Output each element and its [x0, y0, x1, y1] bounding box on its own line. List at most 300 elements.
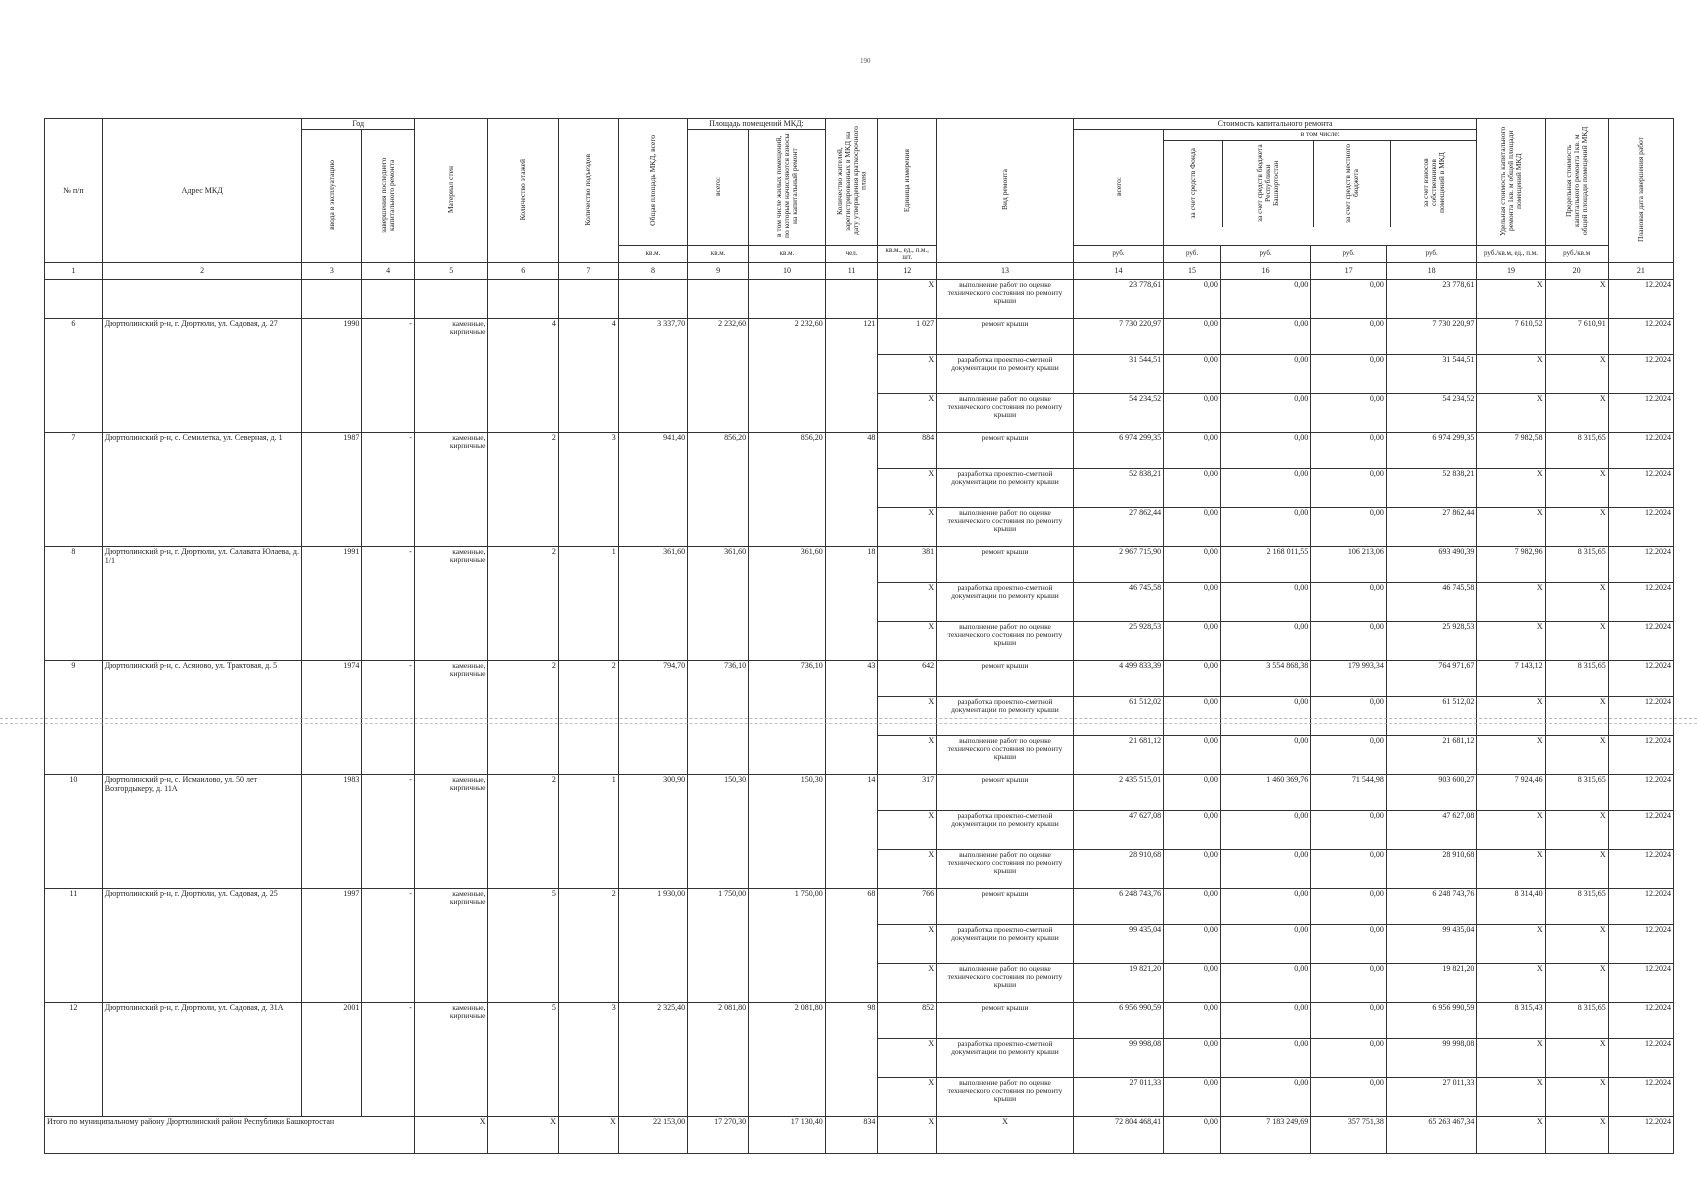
cell-repair-type: ремонт крыши — [937, 775, 1074, 811]
capital-repair-table — [44, 118, 1674, 1154]
column-number: 13 — [937, 263, 1074, 280]
cell-last-repair: - — [362, 889, 415, 1003]
cell-repair-type: ремонт крыши — [937, 661, 1074, 697]
cell-date: 12.2024 — [1608, 469, 1673, 508]
unit-cell-owners: руб. — [1386, 245, 1476, 263]
cell-area-all: 361,60 — [688, 547, 749, 661]
cell-total: 99 435,04 — [1073, 925, 1163, 964]
cell-repair-type: выполнение работ по оценке технического состояния по ремонту крыши — [937, 736, 1074, 775]
cell-rep: 0,00 — [1220, 1078, 1310, 1117]
cell-num: 8 — [45, 547, 103, 661]
cell-fund: 0,00 — [1164, 547, 1221, 583]
cell-local: 0,00 — [1311, 280, 1387, 319]
cell-area-all: 2 081,80 — [688, 1003, 749, 1117]
cell-fund: 0,00 — [1164, 964, 1221, 1003]
cell-unit: X — [878, 925, 937, 964]
cell-local: 0,00 — [1311, 508, 1387, 547]
cell-unit-cost: X — [1477, 850, 1545, 889]
cell-total-unit: X — [878, 1117, 937, 1154]
cell-date: 12.2024 — [1608, 508, 1673, 547]
cell-max-cost: 8 315,65 — [1545, 775, 1608, 811]
cell-rep: 3 554 868,38 — [1220, 661, 1310, 697]
column-number: 21 — [1608, 263, 1673, 280]
cell-max-cost: 8 315,65 — [1545, 661, 1608, 697]
cell-date: 12.2024 — [1608, 394, 1673, 433]
cell-max-cost: 8 315,65 — [1545, 1003, 1608, 1039]
cell-fund: 0,00 — [1164, 583, 1221, 622]
cell-fund: 0,00 — [1164, 925, 1221, 964]
cell-max-cost: X — [1545, 850, 1608, 889]
cell-address: Дюртюлинский р-н, г. Дюртюли, ул. Салавата Юлаева, д. 1/1 — [102, 547, 302, 661]
empty-cell — [558, 280, 618, 319]
cell-owners: 764 971,67 — [1386, 661, 1476, 697]
unit-cell-unit: кв.м., ед., п.м., шт. — [878, 245, 937, 263]
cell-local: 0,00 — [1311, 355, 1387, 394]
column-number: 9 — [688, 263, 749, 280]
cell-fund: 0,00 — [1164, 394, 1221, 433]
cell-owners: 7 730 220,97 — [1386, 319, 1476, 355]
column-number: 11 — [825, 263, 878, 280]
cell-year: 1991 — [302, 547, 362, 661]
table-row-carry — [45, 280, 1674, 319]
cell-repair-type: выполнение работ по оценке технического состояния по ремонту крыши — [937, 394, 1074, 433]
header-cost-breakdown: в том числе: за счет средств Фонда за счет средств бюджета Республики Башкортостан за счет средств местного бюджета за счет взносов собственников помещений в МКД — [1164, 130, 1477, 245]
cell-local: 0,00 — [1311, 622, 1387, 661]
cell-owners: 46 745,58 — [1386, 583, 1476, 622]
cell-area-all: 150,30 — [688, 775, 749, 889]
cell-owners: 61 512,02 — [1386, 697, 1476, 736]
empty-cell — [45, 280, 103, 319]
table-row — [45, 433, 1674, 469]
cell-total-owners: 65 263 467,34 — [1386, 1117, 1476, 1154]
cell-local: 0,00 — [1311, 394, 1387, 433]
cell-material: каменные, кирпичные — [414, 547, 488, 661]
cell-local: 0,00 — [1311, 850, 1387, 889]
cell-unit-cost: 7 143,12 — [1477, 661, 1545, 697]
cell-year: 1997 — [302, 889, 362, 1003]
cell-year: 1990 — [302, 319, 362, 433]
table-row — [45, 547, 1674, 583]
cell-fund: 0,00 — [1164, 811, 1221, 850]
cell-entrances: 2 — [558, 889, 618, 1003]
cell-rep: 2 168 011,55 — [1220, 547, 1310, 583]
cell-owners: 6 248 743,76 — [1386, 889, 1476, 925]
empty-cell — [688, 280, 749, 319]
cell-floors: 5 — [488, 1003, 558, 1117]
cell-repair-type: выполнение работ по оценке технического состояния по ремонту крыши — [937, 280, 1074, 319]
cell-total: 21 681,12 — [1073, 736, 1163, 775]
cell-floors: 2 — [488, 433, 558, 547]
cell-unit-cost: 7 924,46 — [1477, 775, 1545, 811]
column-number: 10 — [749, 263, 826, 280]
cell-owners: 27 862,44 — [1386, 508, 1476, 547]
cell-area-residential: 736,10 — [749, 661, 826, 775]
cell-repair-type: разработка проектно-сметной документации по ремонту крыши — [937, 583, 1074, 622]
cell-floors: 2 — [488, 661, 558, 775]
cell-unit-cost: X — [1477, 736, 1545, 775]
cell-rep: 1 460 369,76 — [1220, 775, 1310, 811]
cell-year: 1974 — [302, 661, 362, 775]
empty-cell — [414, 280, 488, 319]
cell-unit: X — [878, 964, 937, 1003]
cell-date: 12.2024 — [1608, 661, 1673, 697]
cell-unit-cost: X — [1477, 925, 1545, 964]
cell-max-cost: X — [1545, 355, 1608, 394]
cell-total: 6 956 990,59 — [1073, 1003, 1163, 1039]
cell-floors: 5 — [488, 889, 558, 1003]
cell-repair-type: ремонт крыши — [937, 319, 1074, 355]
cell-floors: 2 — [488, 775, 558, 889]
cell-area-residential: 150,30 — [749, 775, 826, 889]
cell-unit: X — [878, 583, 937, 622]
cell-repair-type: выполнение работ по оценке технического состояния по ремонту крыши — [937, 850, 1074, 889]
cell-date: 12.2024 — [1608, 355, 1673, 394]
cell-repair-type: разработка проектно-сметной документации по ремонту крыши — [937, 469, 1074, 508]
cell-fund: 0,00 — [1164, 775, 1221, 811]
cell-owners: 6 974 299,35 — [1386, 433, 1476, 469]
cell-num: 11 — [45, 889, 103, 1003]
unit-cell-local: руб. — [1311, 245, 1387, 263]
cell-fund: 0,00 — [1164, 622, 1221, 661]
cell-unit-cost: 8 314,40 — [1477, 889, 1545, 925]
cell-total: 2 435 515,01 — [1073, 775, 1163, 811]
cell-total: 61 512,02 — [1073, 697, 1163, 736]
cell-unit: X — [878, 1078, 937, 1117]
cell-repair-type: выполнение работ по оценке технического состояния по ремонту крыши — [937, 508, 1074, 547]
column-number: 17 — [1311, 263, 1387, 280]
cell-fund: 0,00 — [1164, 355, 1221, 394]
header-unit-cost: Удельная стоимость капитального ремонта 1кв. м общей площади помещений МКД — [1477, 119, 1545, 246]
cell-owners: 47 627,08 — [1386, 811, 1476, 850]
header-area-group: Площадь помещений МКД: — [688, 119, 826, 130]
cell-address: Дюртюлинский р-н, с. Асяново, ул. Трактовая, д. 5 — [102, 661, 302, 775]
cell-total: 27 862,44 — [1073, 508, 1163, 547]
cell-owners: 19 821,20 — [1386, 964, 1476, 1003]
cell-rep: 0,00 — [1220, 811, 1310, 850]
table-row — [45, 889, 1674, 925]
cell-max-cost: X — [1545, 811, 1608, 850]
cell-repair-type: ремонт крыши — [937, 433, 1074, 469]
cell-repair-type: выполнение работ по оценке технического состояния по ремонту крыши — [937, 1078, 1074, 1117]
cell-total-residents: 834 — [825, 1117, 878, 1154]
cell-date: 12.2024 — [1608, 964, 1673, 1003]
unit-cell-max-cost: руб./кв.м — [1545, 245, 1608, 263]
header-address: Адрес МКД — [102, 119, 302, 263]
cell-date: 12.2024 — [1608, 1003, 1673, 1039]
cell-total-label: Итого по муниципальному району Дюртюлинский район Республики Башкортостан — [45, 1117, 415, 1154]
column-number: 5 — [414, 263, 488, 280]
header-area-residential: в том числе жилых помещений, по которым начисляются взносы на капитальный ремонт — [749, 130, 826, 245]
cell-rep: 0,00 — [1220, 925, 1310, 964]
cell-num: 9 — [45, 661, 103, 775]
cell-repair-type: ремонт крыши — [937, 1003, 1074, 1039]
cell-area-residential: 2 232,60 — [749, 319, 826, 433]
cell-unit: X — [878, 622, 937, 661]
cell-rep: 0,00 — [1220, 736, 1310, 775]
cell-unit: X — [878, 697, 937, 736]
cell-unit-cost: X — [1477, 697, 1545, 736]
cell-max-cost: X — [1545, 1078, 1608, 1117]
cell-repair-type: разработка проектно-сметной документации по ремонту крыши — [937, 697, 1074, 736]
cell-max-cost: X — [1545, 925, 1608, 964]
table-row — [45, 661, 1674, 697]
cell-repair-type: выполнение работ по оценке технического состояния по ремонту крыши — [937, 622, 1074, 661]
cell-owners: 28 910,68 — [1386, 850, 1476, 889]
cell-unit-cost: X — [1477, 508, 1545, 547]
column-number: 6 — [488, 263, 558, 280]
cell-total-area: 2 325,40 — [618, 1003, 687, 1117]
cell-entrances: 4 — [558, 319, 618, 433]
cell-date: 12.2024 — [1608, 433, 1673, 469]
cell-address: Дюртюлинский р-н, с. Семилетка, ул. Северная, д. 1 — [102, 433, 302, 547]
cell-total-area: 1 930,00 — [618, 889, 687, 1003]
cell-area-residential: 2 081,80 — [749, 1003, 826, 1117]
cell-unit-cost: X — [1477, 394, 1545, 433]
cell-date: 12.2024 — [1608, 697, 1673, 736]
cell-fund: 0,00 — [1164, 1039, 1221, 1078]
cell-rep: 0,00 — [1220, 508, 1310, 547]
table-row — [45, 319, 1674, 355]
cell-rep: 0,00 — [1220, 355, 1310, 394]
cell-max-cost: X — [1545, 964, 1608, 1003]
unit-cell-residents: чел. — [825, 245, 878, 263]
cell-unit-cost: X — [1477, 964, 1545, 1003]
cell-total-unit-cost: X — [1477, 1117, 1545, 1154]
cell-year: 2001 — [302, 1003, 362, 1117]
cell-local: 0,00 — [1311, 1039, 1387, 1078]
cell-total: 46 745,58 — [1073, 583, 1163, 622]
header-num: № п/п — [45, 119, 103, 263]
cell-area-all: 856,20 — [688, 433, 749, 547]
empty-cell — [362, 280, 415, 319]
cell-total-area: 300,90 — [618, 775, 687, 889]
cell-max-cost: 8 315,65 — [1545, 547, 1608, 583]
cell-unit: X — [878, 1039, 937, 1078]
cell-floors: 4 — [488, 319, 558, 433]
column-number: 16 — [1220, 263, 1310, 280]
cell-total-entrances: X — [558, 1117, 618, 1154]
cell-rep: 0,00 — [1220, 583, 1310, 622]
header-floors: Количество этажей — [488, 119, 558, 263]
cell-local: 0,00 — [1311, 736, 1387, 775]
cell-repair-type: выполнение работ по оценке технического состояния по ремонту крыши — [937, 964, 1074, 1003]
cell-date: 12.2024 — [1608, 280, 1673, 319]
cell-residents: 14 — [825, 775, 878, 889]
column-number: 14 — [1073, 263, 1163, 280]
cell-local: 106 213,06 — [1311, 547, 1387, 583]
column-number: 15 — [1164, 263, 1221, 280]
cell-total-area: 3 337,70 — [618, 319, 687, 433]
header-year-last-repair: завершения последнего капитального ремонта — [362, 130, 415, 263]
cell-num: 6 — [45, 319, 103, 433]
cell-owners: 52 838,21 — [1386, 469, 1476, 508]
cell-local: 0,00 — [1311, 319, 1387, 355]
cell-total-local: 357 751,38 — [1311, 1117, 1387, 1154]
cell-unit-cost: X — [1477, 280, 1545, 319]
cell-date: 12.2024 — [1608, 736, 1673, 775]
cell-rep: 0,00 — [1220, 1039, 1310, 1078]
header-cost-republic: за счет средств бюджета Республики Башкортостан — [1223, 141, 1314, 227]
unit-cell-total: руб. — [1073, 245, 1163, 263]
column-number: 2 — [102, 263, 302, 280]
cell-area-residential: 856,20 — [749, 433, 826, 547]
cell-total-max-cost: X — [1545, 1117, 1608, 1154]
cell-fund: 0,00 — [1164, 1003, 1221, 1039]
cell-residents: 68 — [825, 889, 878, 1003]
cell-unit: 884 — [878, 433, 937, 469]
header-repair-type: Вид ремонта — [937, 119, 1074, 263]
cell-max-cost: X — [1545, 583, 1608, 622]
cell-date: 12.2024 — [1608, 547, 1673, 583]
cell-total-total: 72 804 468,41 — [1073, 1117, 1163, 1154]
header-cost-fund: за счет средств Фонда — [1164, 141, 1223, 227]
cell-area-residential: 1 750,00 — [749, 889, 826, 1003]
cell-total: 2 967 715,90 — [1073, 547, 1163, 583]
header-cost-local: за счет средств местного бюджета — [1314, 141, 1391, 227]
cell-total: 25 928,53 — [1073, 622, 1163, 661]
cell-total: 23 778,61 — [1073, 280, 1163, 319]
cell-unit-cost: X — [1477, 1039, 1545, 1078]
cell-date: 12.2024 — [1608, 925, 1673, 964]
cell-rep: 0,00 — [1220, 850, 1310, 889]
cell-owners: 54 234,52 — [1386, 394, 1476, 433]
cell-date: 12.2024 — [1608, 1078, 1673, 1117]
cell-unit-cost: 7 982,58 — [1477, 433, 1545, 469]
column-number: 12 — [878, 263, 937, 280]
cell-total: 52 838,21 — [1073, 469, 1163, 508]
cell-unit: X — [878, 355, 937, 394]
empty-cell — [749, 280, 826, 319]
cell-unit: 1 027 — [878, 319, 937, 355]
cell-total-work: X — [937, 1117, 1074, 1154]
cell-local: 0,00 — [1311, 469, 1387, 508]
cell-date: 12.2024 — [1608, 319, 1673, 355]
cell-last-repair: - — [362, 775, 415, 889]
cell-rep: 0,00 — [1220, 889, 1310, 925]
cell-unit: 317 — [878, 775, 937, 811]
cell-max-cost: X — [1545, 697, 1608, 736]
cell-unit-cost: X — [1477, 583, 1545, 622]
cell-total: 19 821,20 — [1073, 964, 1163, 1003]
cell-owners: 27 011,33 — [1386, 1078, 1476, 1117]
column-number: 19 — [1477, 263, 1545, 280]
column-number: 20 — [1545, 263, 1608, 280]
cell-unit: X — [878, 850, 937, 889]
header-year-group: Год — [302, 119, 414, 130]
cell-rep: 0,00 — [1220, 280, 1310, 319]
cell-year: 1987 — [302, 433, 362, 547]
cell-local: 0,00 — [1311, 697, 1387, 736]
cell-unit: X — [878, 736, 937, 775]
cell-total-rep: 7 183 249,69 — [1220, 1117, 1310, 1154]
header-year-commissioning: ввода в эксплуатацию — [302, 130, 362, 263]
cell-rep: 0,00 — [1220, 319, 1310, 355]
cell-num: 12 — [45, 1003, 103, 1117]
column-number: 18 — [1386, 263, 1476, 280]
cell-total: 31 544,51 — [1073, 355, 1163, 394]
cell-fund: 0,00 — [1164, 319, 1221, 355]
column-number: 7 — [558, 263, 618, 280]
header-max-cost: Предельная стоимость капитального ремонта 1кв. м общей площади помещений МКД — [1545, 119, 1608, 246]
cell-material: каменные, кирпичные — [414, 433, 488, 547]
cell-residents: 98 — [825, 1003, 878, 1117]
empty-cell — [618, 280, 687, 319]
cell-last-repair: - — [362, 433, 415, 547]
cell-max-cost: X — [1545, 469, 1608, 508]
cell-owners: 6 956 990,59 — [1386, 1003, 1476, 1039]
cell-material: каменные, кирпичные — [414, 319, 488, 433]
cell-max-cost: X — [1545, 1039, 1608, 1078]
cell-num: 10 — [45, 775, 103, 889]
cell-repair-type: ремонт крыши — [937, 547, 1074, 583]
cell-fund: 0,00 — [1164, 736, 1221, 775]
cell-local: 71 544,98 — [1311, 775, 1387, 811]
cell-material: каменные, кирпичные — [414, 889, 488, 1003]
cell-total-area-all: 17 270,30 — [688, 1117, 749, 1154]
cell-total-area: 941,40 — [618, 433, 687, 547]
cell-date: 12.2024 — [1608, 889, 1673, 925]
cell-unit: 766 — [878, 889, 937, 925]
cell-total: 27 011,33 — [1073, 1078, 1163, 1117]
cell-repair-type: разработка проектно-сметной документации по ремонту крыши — [937, 1039, 1074, 1078]
cell-area-all: 736,10 — [688, 661, 749, 775]
cell-address: Дюртюлинский р-н, г. Дюртюли, ул. Садовая, д. 31А — [102, 1003, 302, 1117]
cell-entrances: 1 — [558, 775, 618, 889]
cell-year: 1983 — [302, 775, 362, 889]
cell-rep: 0,00 — [1220, 1003, 1310, 1039]
cell-last-repair: - — [362, 319, 415, 433]
cell-total: 6 974 299,35 — [1073, 433, 1163, 469]
empty-cell — [488, 280, 558, 319]
cell-entrances: 2 — [558, 661, 618, 775]
cell-local: 0,00 — [1311, 925, 1387, 964]
cell-max-cost: X — [1545, 508, 1608, 547]
cell-entrances: 3 — [558, 1003, 618, 1117]
cell-unit-cost: X — [1477, 622, 1545, 661]
empty-cell — [302, 280, 362, 319]
header-wall-material: Материал стен — [414, 119, 488, 263]
cell-area-all: 2 232,60 — [688, 319, 749, 433]
cell-unit-cost: 7 610,52 — [1477, 319, 1545, 355]
cell-max-cost: 8 315,65 — [1545, 889, 1608, 925]
cell-fund: 0,00 — [1164, 433, 1221, 469]
header-cost-group: Стоимость капитального ремонта — [1073, 119, 1477, 130]
header-cost-total: всего: — [1073, 130, 1163, 245]
cell-local: 0,00 — [1311, 583, 1387, 622]
cell-max-cost: X — [1545, 736, 1608, 775]
cell-unit-cost: X — [1477, 811, 1545, 850]
column-number: 3 — [302, 263, 362, 280]
cell-unit: X — [878, 469, 937, 508]
empty-cell — [102, 280, 302, 319]
cell-owners: 31 544,51 — [1386, 355, 1476, 394]
cell-entrances: 1 — [558, 547, 618, 661]
cell-unit: 642 — [878, 661, 937, 697]
cell-owners: 23 778,61 — [1386, 280, 1476, 319]
cell-total: 47 627,08 — [1073, 811, 1163, 850]
table-row — [45, 775, 1674, 811]
cell-max-cost: X — [1545, 280, 1608, 319]
header-cost-owners: за счет взносов собственников помещений в МКД — [1420, 152, 1446, 214]
unit-cell-area_all: кв.м. — [688, 245, 749, 263]
cell-residents: 121 — [825, 319, 878, 433]
cell-fund: 0,00 — [1164, 697, 1221, 736]
unit-cell-unit-cost: руб./кв.м, ед., п.м. — [1477, 245, 1545, 263]
cell-unit: X — [878, 811, 937, 850]
cell-floors: 2 — [488, 547, 558, 661]
cell-local: 0,00 — [1311, 811, 1387, 850]
cell-material: каменные, кирпичные — [414, 1003, 488, 1117]
